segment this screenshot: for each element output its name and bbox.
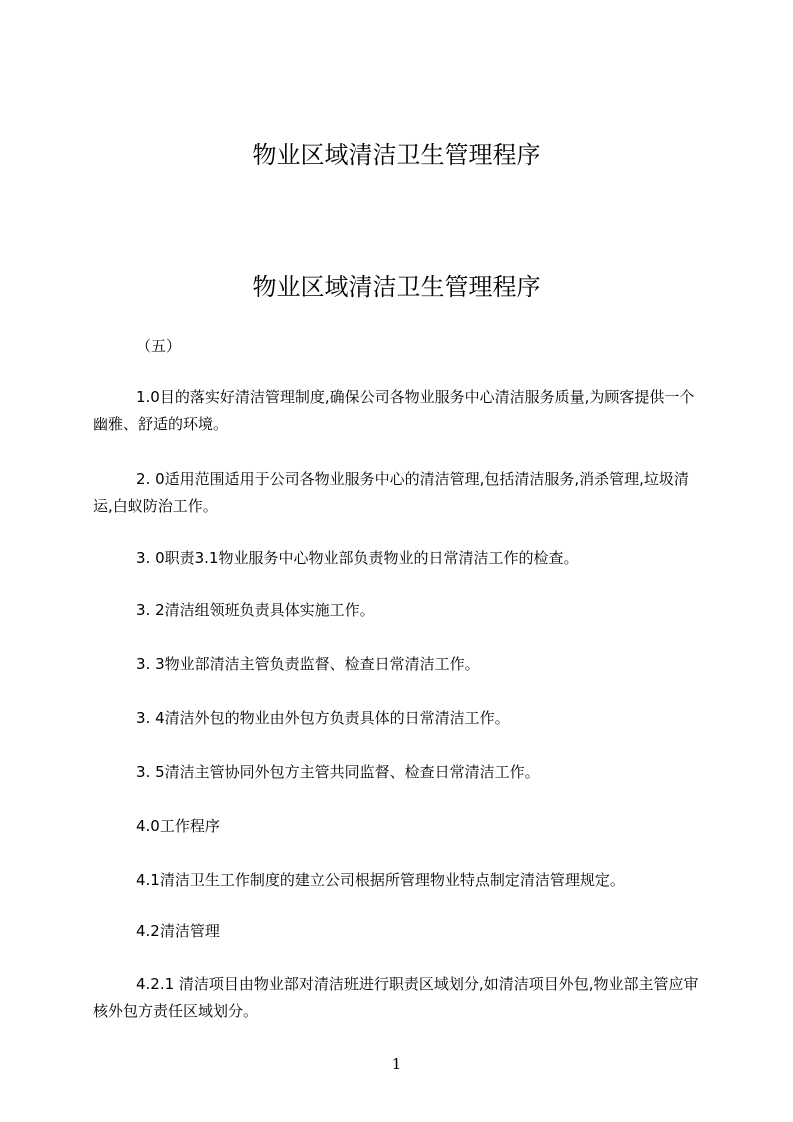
paragraph-purpose: 1.0目的落实好清洁管理制度,确保公司各物业服务中心清洁服务质量,为顾客提供一个幽雅、舒适的环境。 <box>93 388 695 433</box>
paragraph-responsibility-3-2: 3. 2清洁组领班负责具体实施工作。 <box>136 601 375 619</box>
page-number: 1 <box>391 1055 402 1073</box>
paragraph-responsibility-3-4: 3. 4清洁外包的物业由外包方负责具体的日常清洁工作。 <box>136 709 510 727</box>
paragraph-procedure-4-2-1: 4.2.1 清洁项目由物业部对清洁班进行职责区域划分,如清洁项目外包,物业部主管应审核外包方责任区域划分。 <box>93 975 699 1020</box>
paragraph-responsibility: 3. 0职责3.1物业服务中心物业部负责物业的日常清洁工作的检查。 <box>136 549 579 567</box>
paragraph-procedure-4-2: 4.2清洁管理 <box>136 922 220 940</box>
paragraph-responsibility-3-5: 3. 5清洁主管协同外包方主管共同监督、检查日常清洁工作。 <box>136 763 540 781</box>
paragraph-work-procedure: 4.0工作程序 <box>136 817 220 835</box>
paragraph-responsibility-3-3: 3. 3物业部清洁主管负责监督、检查日常清洁工作。 <box>136 655 480 673</box>
paragraph-scope: 2. 0适用范围适用于公司各物业服务中心的清洁管理,包括清洁服务,消杀管理,垃圾清运,白蚁防治工作。 <box>93 470 689 515</box>
document-header-title: 物业区域清洁卫生管理程序 <box>252 141 541 169</box>
section-label: （五） <box>136 337 182 355</box>
document-main-title: 物业区域清洁卫生管理程序 <box>252 273 541 301</box>
paragraph-procedure-4-1: 4.1清洁卫生工作制度的建立公司根据所管理物业特点制定清洁管理规定。 <box>136 871 625 889</box>
